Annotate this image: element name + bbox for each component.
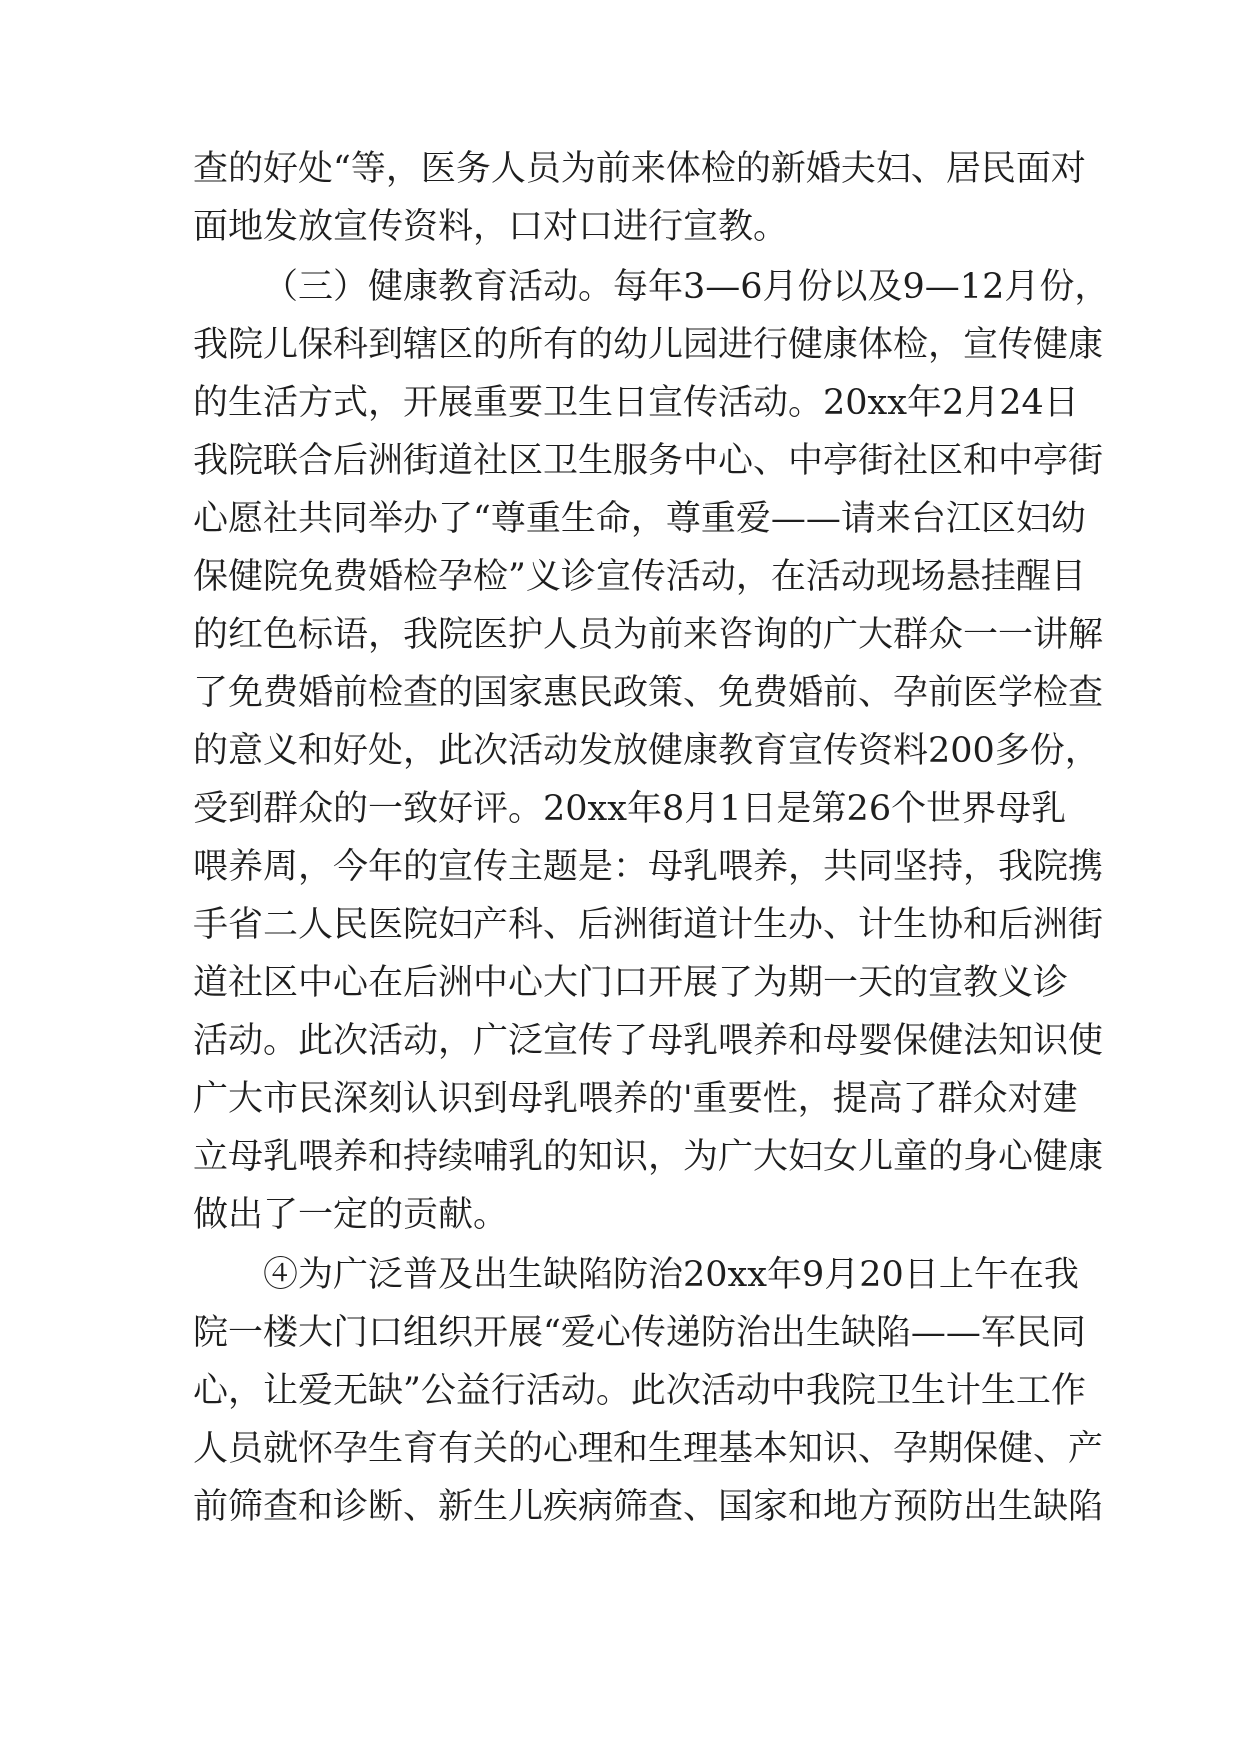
body-text-line: 心，让爱无缺”公益行活动。此次活动中我院卫生计生工作 (193, 1371, 1086, 1411)
body-text-line: 了免费婚前检查的国家惠民政策、免费婚前、孕前医学检查 (193, 673, 1104, 713)
body-text-line: 做出了一定的贡献。 (193, 1195, 509, 1235)
body-text-line: 查的好处“等，医务人员为前来体检的新婚夫妇、居民面对 (193, 149, 1086, 189)
body-text-line: 道社区中心在后洲中心大门口开展了为期一天的宣教义诊 (193, 963, 1069, 1003)
body-text-line: 受到群众的一致好评。20xx年8月1日是第26个世界母乳 (193, 789, 1067, 829)
body-text-line: 前筛查和诊断、新生儿疾病筛查、国家和地方预防出生缺陷 (193, 1487, 1104, 1527)
body-text-line: 的意义和好处，此次活动发放健康教育宣传资料200多份， (193, 731, 1100, 771)
body-text-line: 人员就怀孕生育有关的心理和生理基本知识、孕期保健、产 (193, 1429, 1104, 1469)
section-heading-line: （三）健康教育活动。每年3—6月份以及9—12月份， (263, 267, 1110, 307)
body-text-line: 立母乳喂养和持续哺乳的知识，为广大妇女儿童的身心健康 (193, 1137, 1104, 1177)
paragraph-start-line: ④为广泛普及出生缺陷防治20xx年9月20日上午在我 (263, 1255, 1079, 1295)
body-text-line: 院一楼大门口组织开展“爱心传递防治出生缺陷——军民同 (193, 1313, 1086, 1353)
body-text-line: 的红色标语，我院医护人员为前来咨询的广大群众一一讲解 (193, 615, 1104, 655)
body-text-line: 我院儿保科到辖区的所有的幼儿园进行健康体检，宣传健康 (193, 325, 1104, 365)
body-text-line: 手省二人民医院妇产科、后洲街道计生办、计生协和后洲街 (193, 905, 1104, 945)
body-text-line: 广大市民深刻认识到母乳喂养的'重要性，提高了群众对建 (193, 1079, 1078, 1119)
body-text-line: 面地发放宣传资料，口对口进行宣教。 (193, 207, 789, 247)
body-text-line: 的生活方式，开展重要卫生日宣传活动。20xx年2月24日 (193, 383, 1079, 423)
body-text-line: 保健院免费婚检孕检”义诊宣传活动，在活动现场悬挂醒目 (193, 557, 1086, 597)
body-text-line: 喂养周，今年的宣传主题是：母乳喂养，共同坚持，我院携 (193, 847, 1104, 887)
body-text-line: 我院联合后洲街道社区卫生服务中心、中亭街社区和中亭街 (193, 441, 1104, 481)
body-text-line: 心愿社共同举办了“尊重生命，尊重爱——请来台江区妇幼 (193, 499, 1086, 539)
body-text-line: 活动。此次活动，广泛宣传了母乳喂养和母婴保健法知识使 (193, 1021, 1104, 1061)
